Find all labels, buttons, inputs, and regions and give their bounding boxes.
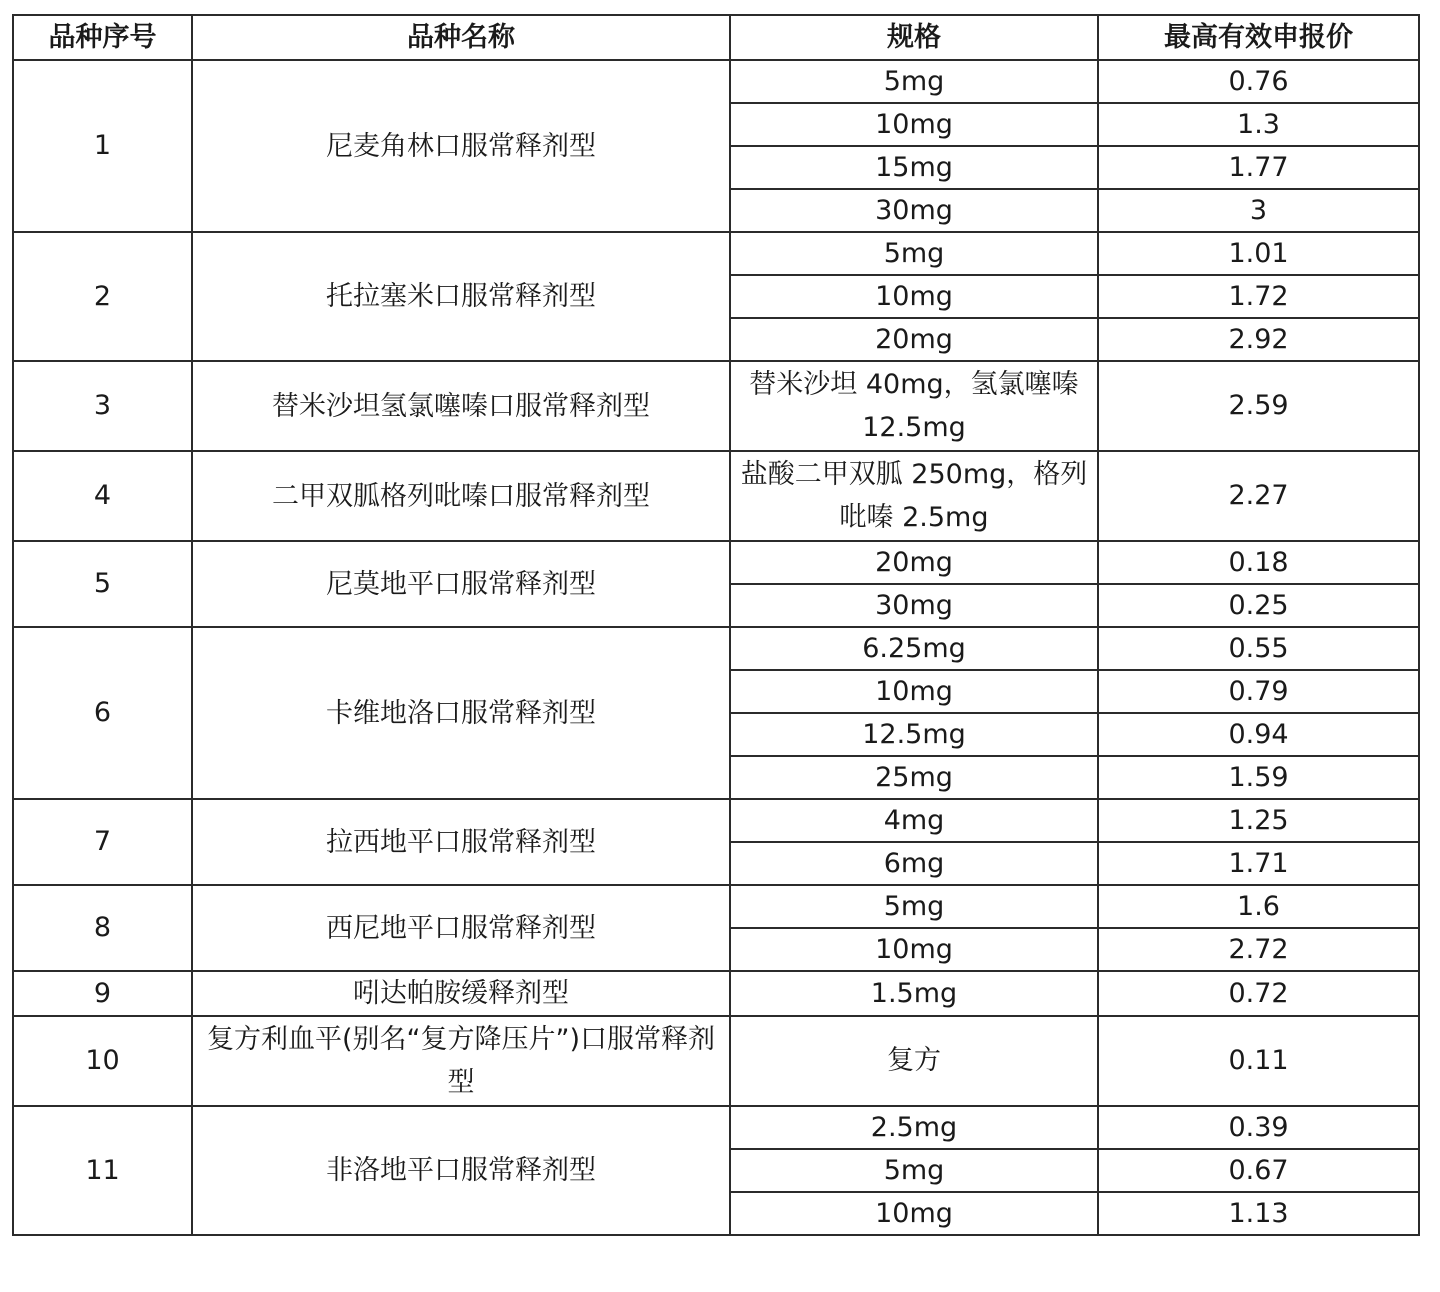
max-price-cell: 0.67 — [1098, 1149, 1419, 1192]
variety-number-cell: 10 — [13, 1016, 192, 1106]
specification-cell: 盐酸二甲双胍 250mg，格列吡嗪 2.5mg — [730, 451, 1098, 541]
specification-cell: 5mg — [730, 232, 1098, 275]
table-row — [13, 799, 1419, 842]
variety-name-cell: 拉西地平口服常释剂型 — [192, 799, 730, 885]
header-specification: 规格 — [730, 15, 1098, 60]
table-body — [13, 60, 1419, 1235]
price-table — [12, 14, 1420, 1236]
variety-number-cell: 6 — [13, 627, 192, 799]
table-row — [13, 451, 1419, 541]
variety-name-cell: 非洛地平口服常释剂型 — [192, 1106, 730, 1235]
table-row — [13, 627, 1419, 670]
max-price-cell: 0.72 — [1098, 971, 1419, 1016]
specification-cell: 5mg — [730, 1149, 1098, 1192]
table-row — [13, 1016, 1419, 1106]
max-price-cell: 0.79 — [1098, 670, 1419, 713]
max-price-cell: 2.59 — [1098, 361, 1419, 451]
specification-cell: 4mg — [730, 799, 1098, 842]
max-price-cell: 0.76 — [1098, 60, 1419, 103]
variety-number-cell: 5 — [13, 541, 192, 627]
variety-name-cell: 尼莫地平口服常释剂型 — [192, 541, 730, 627]
specification-cell: 10mg — [730, 103, 1098, 146]
max-price-cell: 1.6 — [1098, 885, 1419, 928]
specification-cell: 替米沙坦 40mg，氢氯噻嗪 12.5mg — [730, 361, 1098, 451]
table-row — [13, 1106, 1419, 1149]
table-row — [13, 232, 1419, 275]
max-price-cell: 1.77 — [1098, 146, 1419, 189]
max-price-cell: 1.71 — [1098, 842, 1419, 885]
specification-cell: 复方 — [730, 1016, 1098, 1106]
max-price-cell: 0.94 — [1098, 713, 1419, 756]
variety-number-cell: 11 — [13, 1106, 192, 1235]
specification-cell: 30mg — [730, 189, 1098, 232]
specification-cell: 20mg — [730, 541, 1098, 584]
table-row — [13, 541, 1419, 584]
specification-cell: 30mg — [730, 584, 1098, 627]
max-price-cell: 0.39 — [1098, 1106, 1419, 1149]
max-price-cell: 3 — [1098, 189, 1419, 232]
header-row — [13, 15, 1419, 60]
specification-cell: 6.25mg — [730, 627, 1098, 670]
max-price-cell: 2.92 — [1098, 318, 1419, 361]
variety-number-cell: 7 — [13, 799, 192, 885]
specification-cell: 20mg — [730, 318, 1098, 361]
variety-name-cell: 复方利血平(别名“复方降压片”)口服常释剂型 — [192, 1016, 730, 1106]
max-price-cell: 1.72 — [1098, 275, 1419, 318]
variety-name-cell: 吲达帕胺缓释剂型 — [192, 971, 730, 1016]
header-max-price: 最高有效申报价 — [1098, 15, 1419, 60]
max-price-cell: 0.11 — [1098, 1016, 1419, 1106]
specification-cell: 5mg — [730, 885, 1098, 928]
max-price-cell: 1.3 — [1098, 103, 1419, 146]
specification-cell: 12.5mg — [730, 713, 1098, 756]
variety-name-cell: 西尼地平口服常释剂型 — [192, 885, 730, 971]
variety-number-cell: 1 — [13, 60, 192, 232]
specification-cell: 6mg — [730, 842, 1098, 885]
variety-name-cell: 卡维地洛口服常释剂型 — [192, 627, 730, 799]
max-price-cell: 1.13 — [1098, 1192, 1419, 1235]
variety-number-cell: 4 — [13, 451, 192, 541]
table-row — [13, 361, 1419, 451]
variety-name-cell: 托拉塞米口服常释剂型 — [192, 232, 730, 361]
specification-cell: 15mg — [730, 146, 1098, 189]
table-row — [13, 971, 1419, 1016]
max-price-cell: 2.72 — [1098, 928, 1419, 971]
cropped-text-fragment — [0, 0, 1440, 6]
max-price-cell: 1.01 — [1098, 232, 1419, 275]
variety-name-cell: 二甲双胍格列吡嗪口服常释剂型 — [192, 451, 730, 541]
specification-cell: 5mg — [730, 60, 1098, 103]
max-price-cell: 1.25 — [1098, 799, 1419, 842]
variety-number-cell: 3 — [13, 361, 192, 451]
variety-name-cell: 尼麦角林口服常释剂型 — [192, 60, 730, 232]
specification-cell: 2.5mg — [730, 1106, 1098, 1149]
specification-cell: 10mg — [730, 928, 1098, 971]
table-row — [13, 60, 1419, 103]
variety-number-cell: 8 — [13, 885, 192, 971]
header-variety-name: 品种名称 — [192, 15, 730, 60]
variety-name-cell: 替米沙坦氢氯噻嗪口服常释剂型 — [192, 361, 730, 451]
variety-number-cell: 9 — [13, 971, 192, 1016]
max-price-cell: 2.27 — [1098, 451, 1419, 541]
max-price-cell: 0.18 — [1098, 541, 1419, 584]
specification-cell: 10mg — [730, 1192, 1098, 1235]
specification-cell: 10mg — [730, 670, 1098, 713]
variety-number-cell: 2 — [13, 232, 192, 361]
header-variety-number: 品种序号 — [13, 15, 192, 60]
table-row — [13, 885, 1419, 928]
specification-cell: 1.5mg — [730, 971, 1098, 1016]
specification-cell: 10mg — [730, 275, 1098, 318]
specification-cell: 25mg — [730, 756, 1098, 799]
max-price-cell: 0.55 — [1098, 627, 1419, 670]
max-price-cell: 0.25 — [1098, 584, 1419, 627]
max-price-cell: 1.59 — [1098, 756, 1419, 799]
